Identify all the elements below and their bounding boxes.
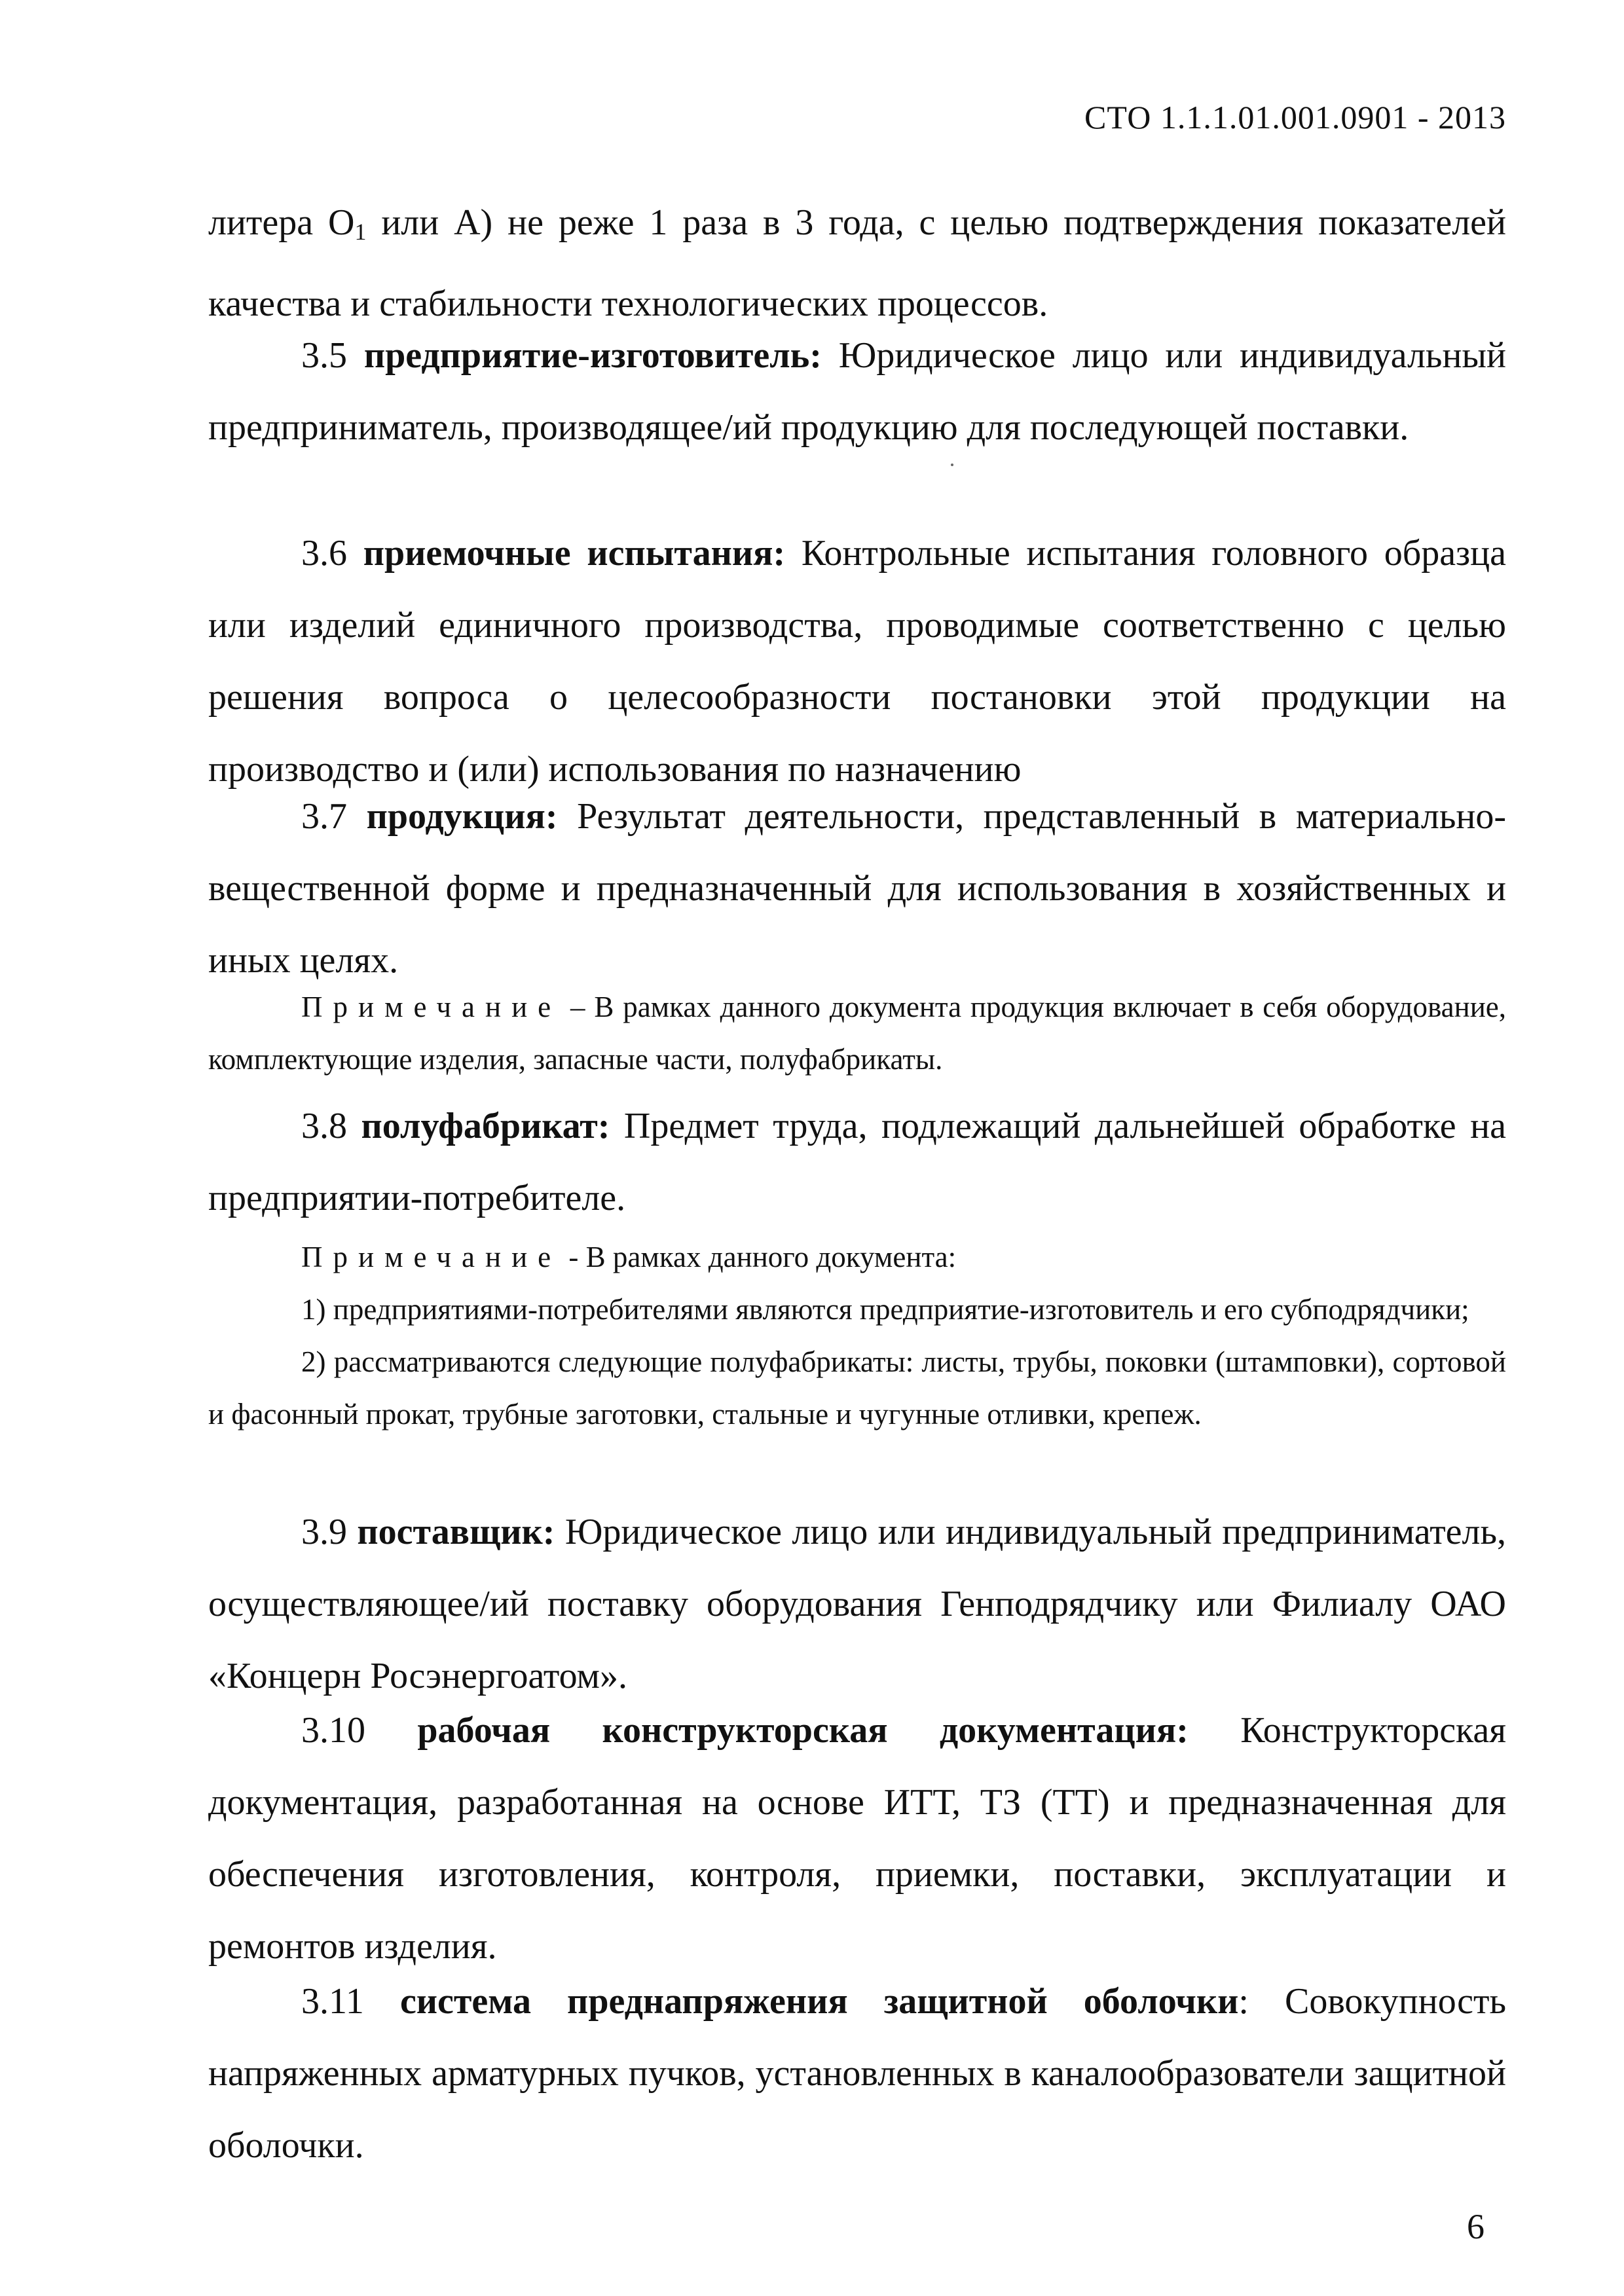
term-number: 3.11	[301, 1981, 364, 2022]
note-1	[208, 981, 1506, 1085]
term-definition: Юридическое лицо или индивидуальный предприниматель, производящее/ий продукцию для последующей поставки.	[208, 335, 1507, 448]
term-3-10	[208, 1694, 1506, 1982]
term-title: полуфабрикат:	[361, 1106, 610, 1146]
term-definition: Предмет труда, подлежащий дальнейшей обработке на предприятии-потребителе.	[208, 1106, 1506, 1218]
term-title: рабочая конструкторская документация:	[417, 1710, 1189, 1751]
note-2	[208, 1231, 1506, 1440]
document-code-header: СТО 1.1.1.01.001.0901 - 2013	[1084, 99, 1506, 136]
continuation-paragraph	[208, 187, 1506, 340]
term-definition: Конструкторская документация, разработанная на основе ИТТ, ТЗ (ТТ) и предназначенная для обеспечения изготовления, контроля, приемки, поставки, эксплуатации и ремонтов изделия.	[208, 1710, 1507, 1967]
term-number: 3.6	[301, 533, 347, 574]
term-number: 3.10	[301, 1710, 365, 1751]
term-title: предприятие-изготовитель:	[363, 335, 822, 376]
note-label: Примечание	[301, 1241, 562, 1273]
term-number: 3.8	[301, 1106, 347, 1146]
note-item-1: 1) предприятиями-потребителями являются предприятие-изготовитель и его субподрядчики;	[301, 1293, 1469, 1326]
page-number: 6	[1467, 2207, 1485, 2246]
term-3-7	[208, 780, 1506, 996]
term-number: 3.5	[301, 335, 347, 376]
note-item-2: 2) рассматриваются следующие полуфабрикаты: листы, трубы, поковки (штамповки), сортовой и фасонный прокат, трубные заготовки, стальные и чугунные отливки, крепеж.	[208, 1345, 1506, 1430]
term-3-6	[208, 517, 1506, 805]
continuation-subscript: 1	[354, 219, 367, 245]
term-definition: Юридическое лицо или индивидуальный предприниматель, осуществляющее/ий поставку оборудования Генподрядчику или Филиалу ОАО «Концерн Росэнергоатом».	[208, 1512, 1507, 1696]
term-3-5	[208, 319, 1506, 464]
continuation-line1-a: литера О	[208, 202, 355, 243]
term-definition: Результат деятельности, представленный в материально-вещественной форме и предназначенный для использования в хозяйственных и иных целях.	[208, 796, 1507, 981]
note-intro: - В рамках данного документа:	[561, 1241, 957, 1273]
continuation-line2: качества и стабильности технологических процессов.	[208, 283, 1048, 324]
term-title: приемочные испытания:	[363, 533, 786, 574]
term-definition: Контрольные испытания головного образца или изделий единичного производства, проводимые соответственно с целью решения вопроса о целесообразности постановки этой продукции на производство и (или) использования по назначению	[208, 533, 1506, 790]
scan-speck	[951, 464, 953, 466]
continuation-line1-b: или А) не реже 1 раза в 3 года, с целью подтверждения показателей	[366, 202, 1506, 243]
term-title: поставщик:	[357, 1512, 555, 1552]
term-number: 3.7	[301, 796, 347, 837]
term-number: 3.9	[301, 1512, 347, 1552]
term-title: продукция:	[366, 796, 558, 837]
term-3-8	[208, 1090, 1506, 1234]
term-title: система преднапряжения защитной оболочки	[399, 1981, 1239, 2022]
term-3-9	[208, 1496, 1506, 1712]
note-label: Примечание	[301, 991, 562, 1023]
term-3-11	[208, 1965, 1506, 2181]
note-text: – В рамках данного документа продукция включает в себя оборудование, комплектующие изделия, запасные части, полуфабрикаты.	[208, 991, 1506, 1076]
term-definition: : Совокупность напряженных арматурных пучков, установленных в каналообразователи защитной оболочки.	[208, 1981, 1506, 2166]
